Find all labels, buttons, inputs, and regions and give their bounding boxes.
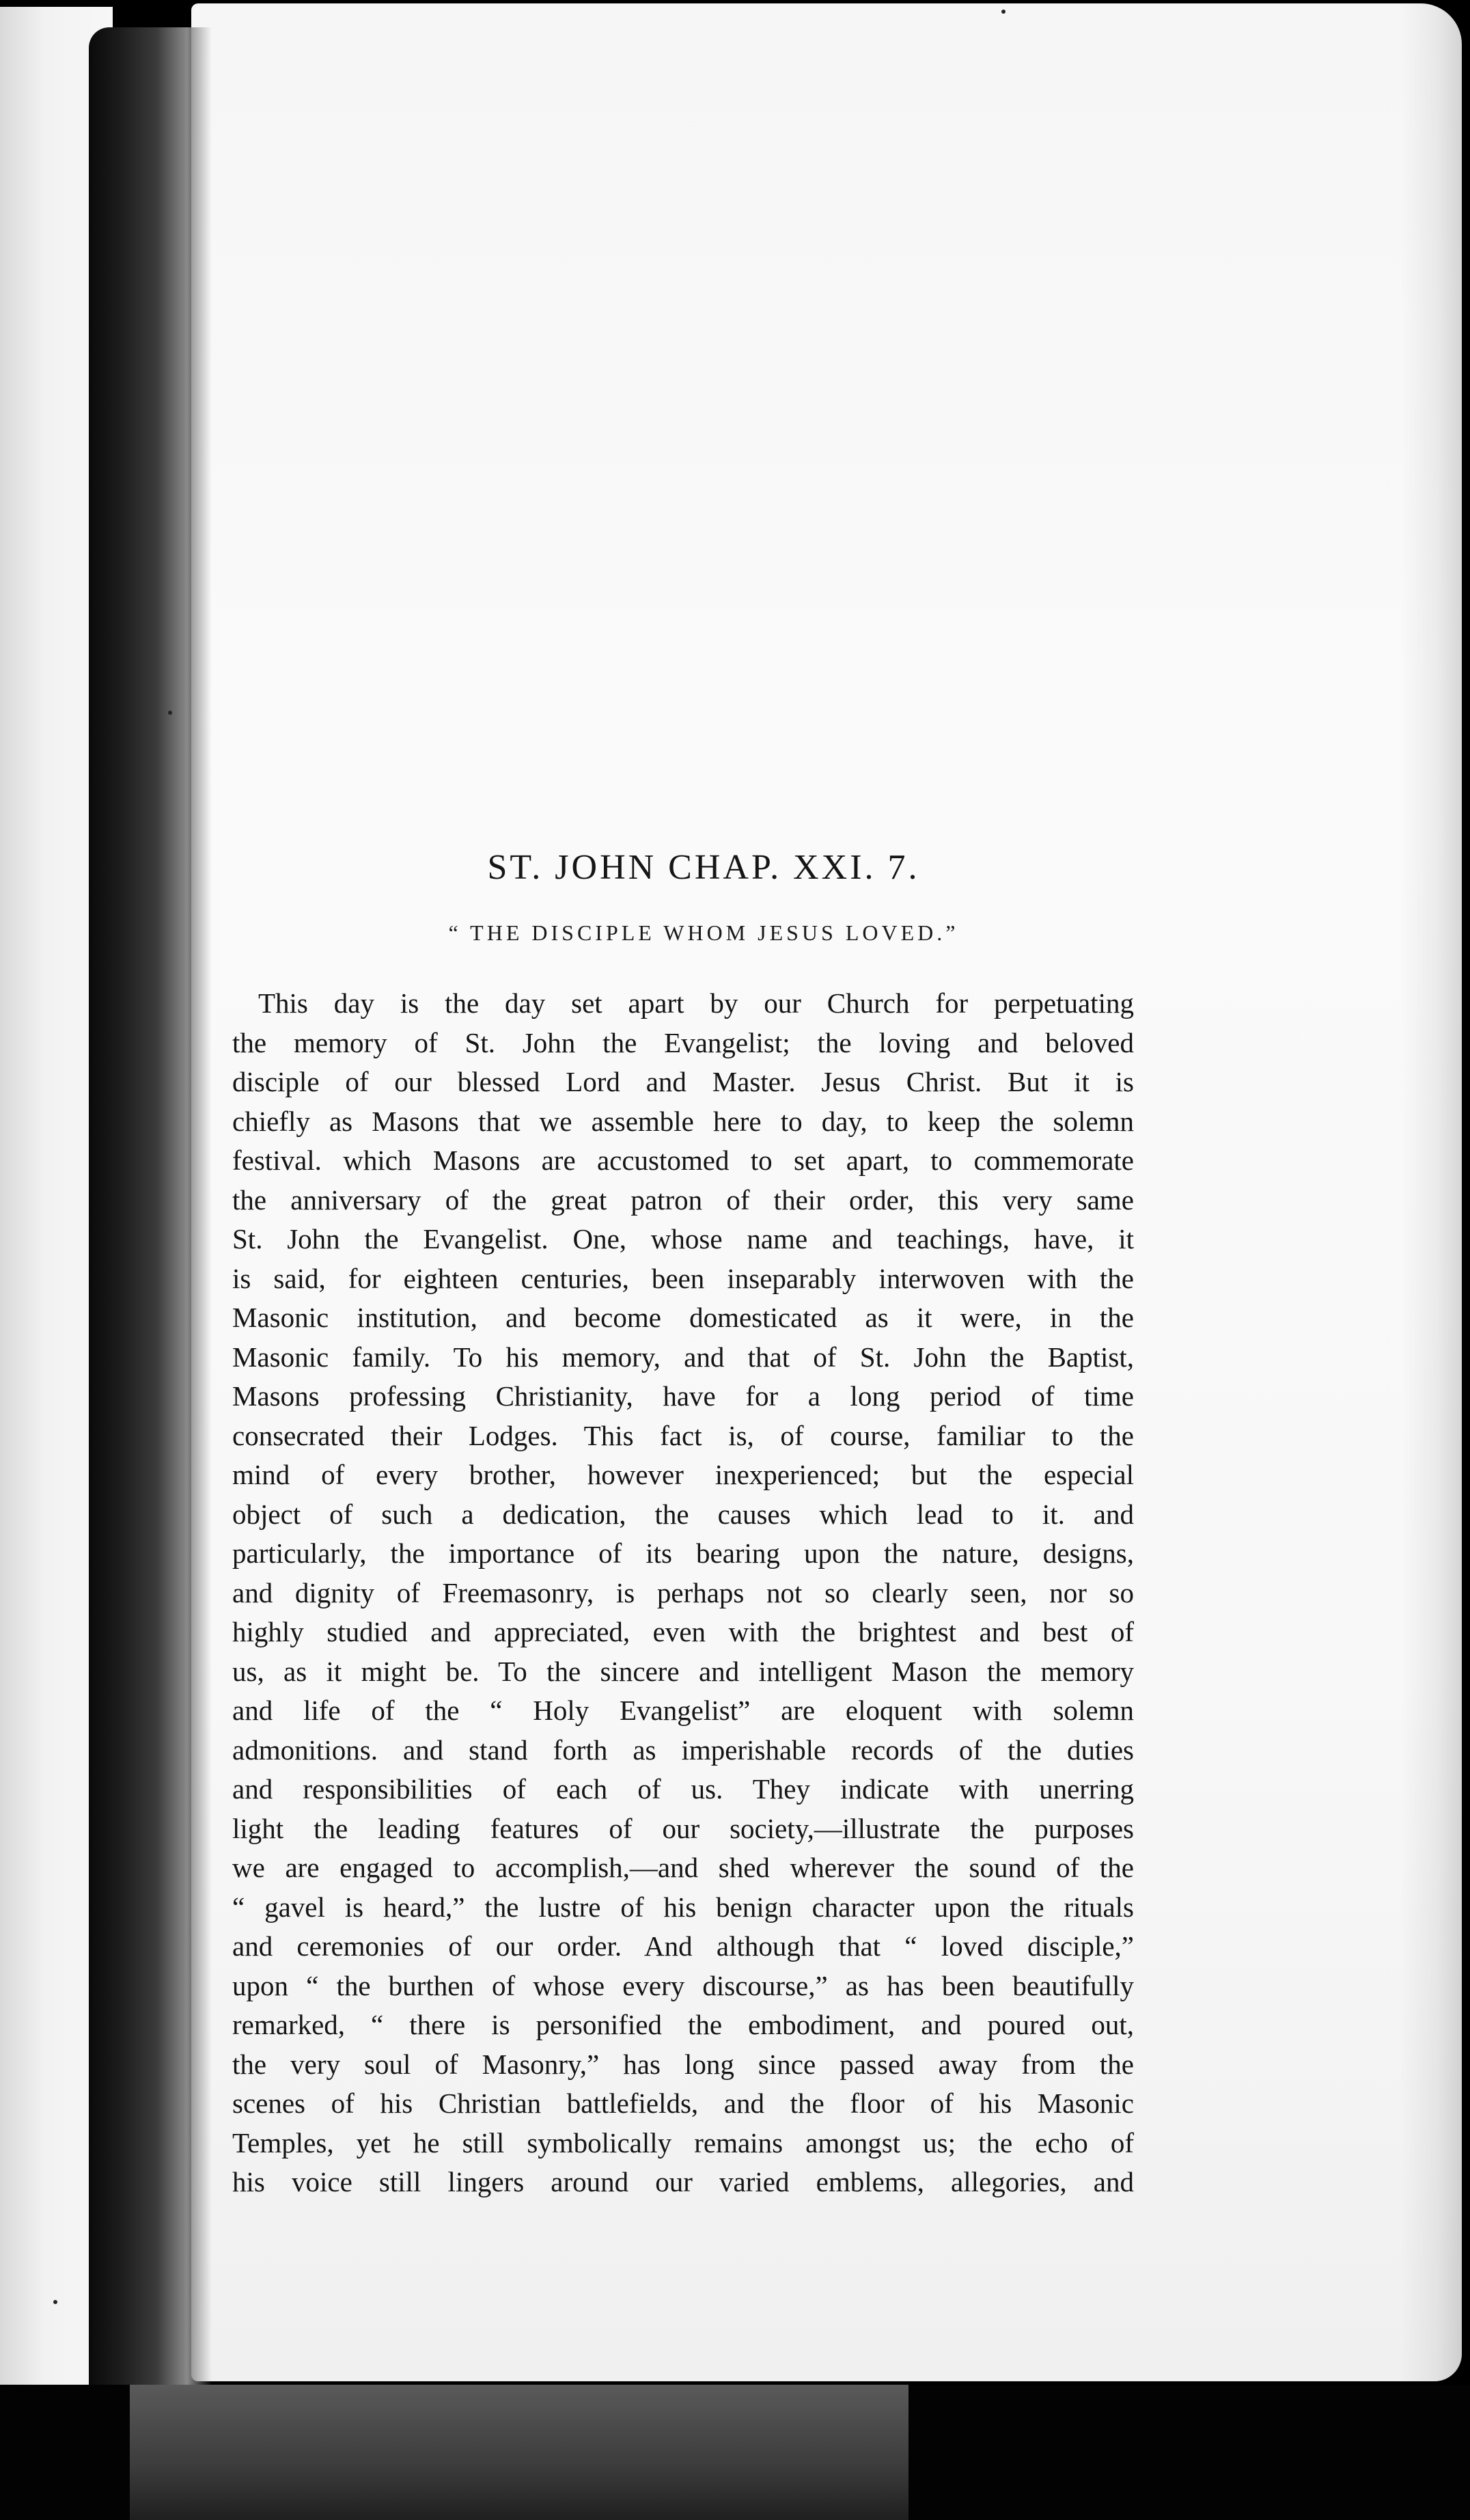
chapter-subheading: “ THE DISCIPLE WHOM JESUS LOVED.”: [448, 920, 959, 945]
text-line: the very soul of Masonry,” has long since passed away from the: [232, 2048, 1134, 2080]
scan-speck: [1001, 10, 1006, 14]
text-line: we are engaged to accomplish,—and shed wherever the sound of the: [232, 1852, 1134, 1883]
text-line: the memory of St. John the Evangelist; the loving and beloved: [232, 1026, 1134, 1058]
text-line: “ gavel is heard,” the lustre of his benign character upon the rituals: [232, 1891, 1134, 1923]
text-line: disciple of our blessed Lord and Master. Jesus Christ. But it is: [232, 1066, 1134, 1097]
text-line: the anniversary of the great patron of their order, this very same: [232, 1183, 1134, 1216]
scan-speck: [53, 2300, 57, 2304]
page-edge-shadow: [1400, 3, 1462, 2381]
text-line: and life of the “ Holy Evangelist” are eloquent with solemn: [232, 1695, 1134, 1726]
text-line: particularly, the importance of its bearing upon the nature, designs,: [232, 1537, 1134, 1569]
text-line: chiefly as Masons that we assemble here to day, to keep the solemn: [232, 1105, 1134, 1137]
text-line: admonitions. and stand forth as imperishable records of the duties: [232, 1734, 1134, 1766]
text-line: object of such a dedication, the causes which lead to it. and: [232, 1498, 1134, 1530]
text-line: Masonic institution, and become domesticated as it were, in the: [232, 1302, 1134, 1333]
text-line: Temples, yet he still symbolically remains amongst us; the echo of: [232, 2126, 1134, 2159]
text-line: his voice still lingers around our varied emblems, allegories, and: [232, 2166, 1134, 2197]
text-line: This day is the day set apart by our Church for perpetuating: [258, 987, 1134, 1019]
text-line: Masonic family. To his memory, and that of St. John the Baptist,: [232, 1341, 1134, 1373]
text-line: festival. which Masons are accustomed to set apart, to commemorate: [232, 1145, 1134, 1176]
text-line: consecrated their Lodges. This fact is, of course, familiar to the: [232, 1419, 1134, 1451]
text-line: St. John the Evangelist. One, whose name and teachings, have, it: [232, 1223, 1134, 1255]
text-line: light the leading features of our society,—illustrate the purposes: [232, 1812, 1134, 1844]
text-line: upon “ the burthen of whose every discourse,” as has been beautifully: [232, 1969, 1134, 2001]
book-gutter: [89, 27, 212, 2392]
chapter-heading: ST. JOHN CHAP. XXI. 7.: [487, 848, 920, 887]
text-line: scenes of his Christian battlefields, and the floor of his Masonic: [232, 2087, 1134, 2119]
text-line: highly studied and appreciated, even with the brightest and best of: [232, 1616, 1134, 1647]
text-line: mind of every brother, however inexperienced; but the especial: [232, 1459, 1134, 1490]
page-content: [232, 847, 1134, 2202]
scan-shadow-block: [130, 2385, 909, 2520]
text-line: and ceremonies of our order. And although that “ loved disciple,”: [232, 1930, 1134, 1962]
text-line: Masons professing Christianity, have for a long period of time: [232, 1380, 1134, 1412]
text-line: us, as it might be. To the sincere and intelligent Mason the memory: [232, 1655, 1134, 1687]
scan-bottom-border: [0, 2385, 1470, 2520]
text-line: and responsibilities of each of us. They indicate with unerring: [232, 1773, 1134, 1805]
text-line: and dignity of Freemasonry, is perhaps not so clearly seen, nor so: [232, 1576, 1134, 1608]
text-line: is said, for eighteen centuries, been inseparably interwoven with the: [232, 1262, 1134, 1294]
body-text: [232, 984, 1134, 2202]
text-line: remarked, “ there is personified the embodiment, and poured out,: [232, 2009, 1134, 2040]
scan-speck: [168, 711, 172, 715]
